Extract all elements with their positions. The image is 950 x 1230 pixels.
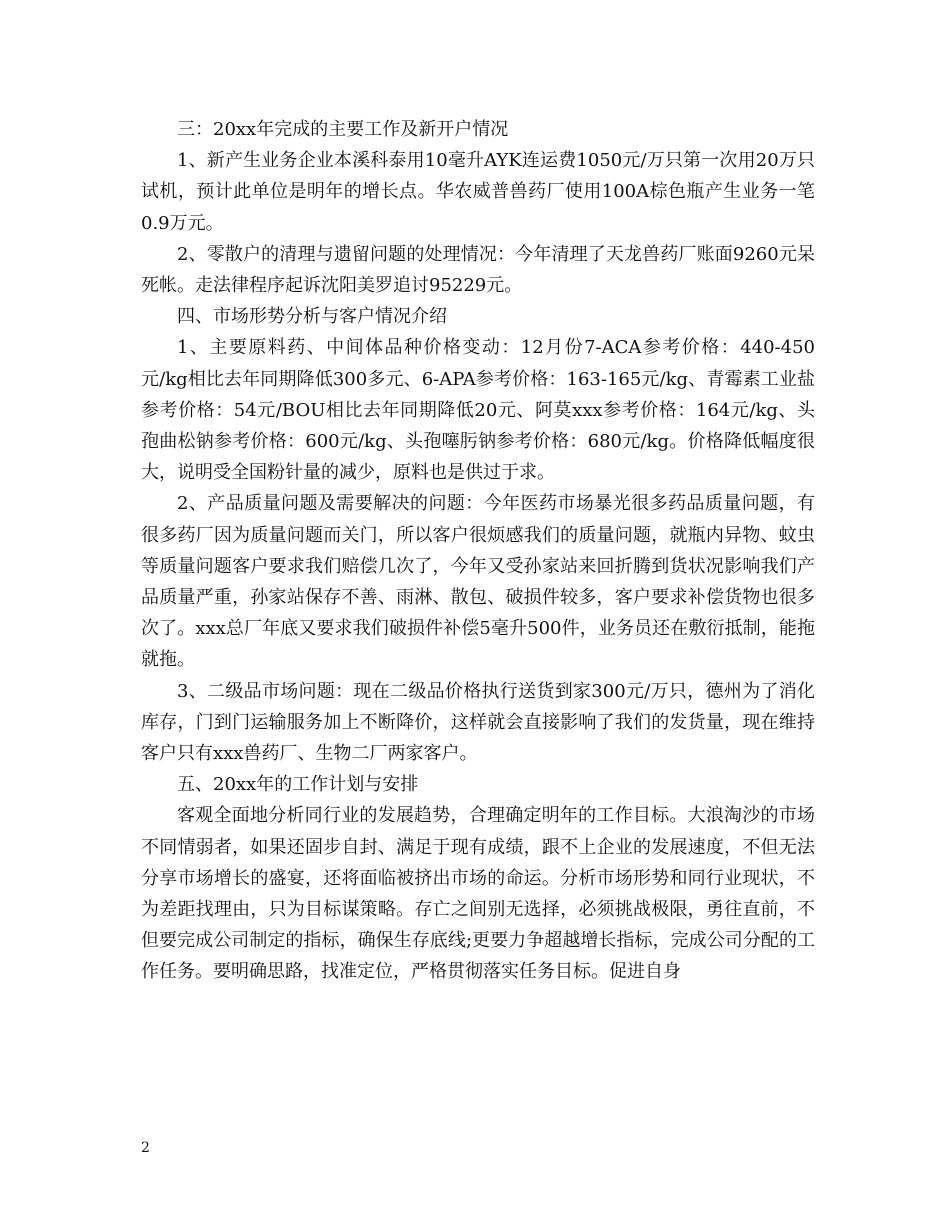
section-heading-3: 三：20xx年完成的主要工作及新开户情况 xyxy=(177,119,509,140)
paragraph: 1、新产生业务企业本溪科泰用10毫升AYK连运费1050元/万只第一次用20万只试机，预计此单位是明年的增长点。华农威普兽药厂使用100A棕色瓶产生业务一笔0.9万元。 xyxy=(141,150,815,234)
section-heading-4: 四、市场形势分析与客户情况介绍 xyxy=(177,306,447,328)
paragraph: 2、零散户的清理与遗留问题的处理情况：今年清理了天龙兽药厂账面9260元呆死帐。走法律程序起诉沈阳美罗追讨95229元。 xyxy=(141,243,815,297)
page-number: 2 xyxy=(141,1140,150,1156)
paragraph: 3、二级品市场问题：现在二级品价格执行送货到家300元/万只，德州为了消化库存，门到门运输服务加上不断降价，这样就会直接影响了我们的发货量，现在维持客户只有xxx兽药厂、生物二厂两家客户。 xyxy=(141,680,815,765)
paragraph: 2、产品质量问题及需要解决的问题：今年医药市场暴光很多药品质量问题，有很多药厂因为质量问题而关门，所以客户很烦感我们的质量问题，就瓶内异物、蚊虫等质量问题客户要求我们赔偿几次了，今年又受孙家站来回折腾到货状况影响我们产品质量严重，孙家站保存不善、雨淋、散包、破损件较多，客户要求补偿货物也很多次了。xxx总厂年底又要求我们破损件补偿5毫升500件，业务员还在敷衍抵制，能拖就拖。 xyxy=(141,493,815,671)
section-heading-5: 五、20xx年的工作计划与安排 xyxy=(177,774,419,796)
document-body xyxy=(141,114,815,988)
paragraph: 客观全面地分析同行业的发展趋势，合理确定明年的工作目标。大浪淘沙的市场不同情弱者，如果还固步自封、满足于现有成绩，跟不上企业的发展速度，不但无法分享市场增长的盛宴，还将面临被挤出市场的命运。分析市场形势和同行业现状，不为差距找理由，只为目标谋策略。存亡之间别无选择，必须挑战极限，勇往直前，不但要完成公司制定的指标，确保生存底线;更要力争超越增长指标，完成公司分配的工作任务。要明确思路，找准定位，严格贯彻落实任务目标。促进自身 xyxy=(141,805,815,983)
paragraph: 1、主要原料药、中间体品种价格变动：12月份7-ACA参考价格：440-450元/kg相比去年同期降低300多元、6-APA参考价格：163-165元/kg、青霉素工业盐参考价格：54元/BOU相比去年同期降低20元、阿莫xxx参考价格：164元/kg、头孢曲松钠参考价格：600元/kg、头孢噻肟钠参考价格：680元/kg。价格降低幅度很大，说明受全国粉针量的减少，原料也是供过于求。 xyxy=(141,337,815,484)
